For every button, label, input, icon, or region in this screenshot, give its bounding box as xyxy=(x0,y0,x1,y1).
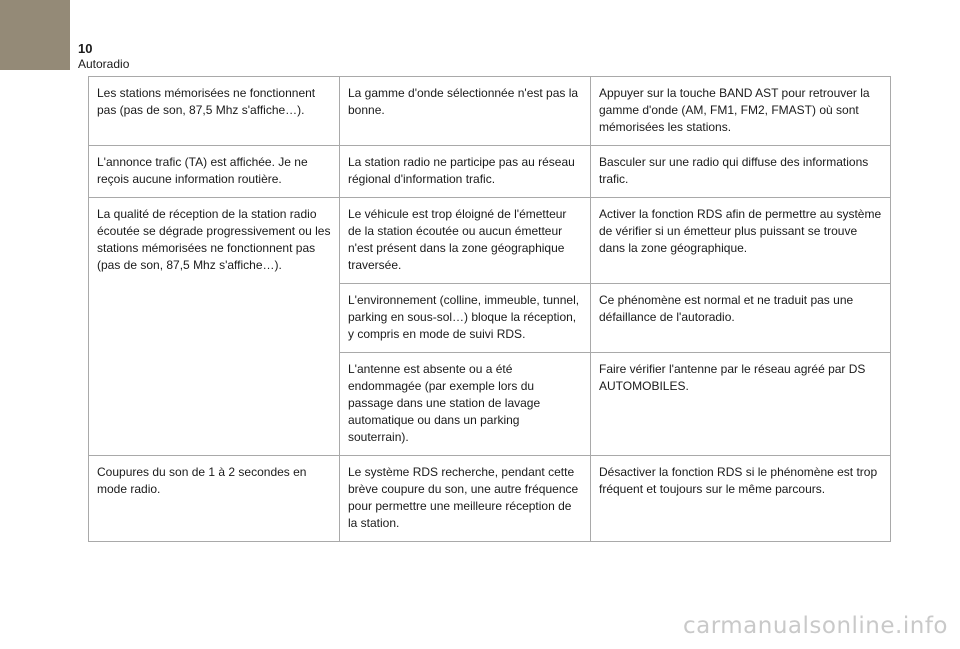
solution-cell: Faire vérifier l'antenne par le réseau agréé par DS AUTOMOBILES. xyxy=(591,353,891,456)
table-row xyxy=(89,198,891,284)
problem-cell: L'annonce trafic (TA) est affichée. Je ne reçois aucune information routière. xyxy=(89,146,340,198)
cause-cell: Le système RDS recherche, pendant cette brève coupure du son, une autre fréquence pour permettre une meilleure réception de la station. xyxy=(340,456,591,542)
solution-cell: Basculer sur une radio qui diffuse des informations trafic. xyxy=(591,146,891,198)
table-row xyxy=(89,456,891,542)
cause-cell: La station radio ne participe pas au réseau régional d'information trafic. xyxy=(340,146,591,198)
problem-cell: Les stations mémorisées ne fonctionnent pas (pas de son, 87,5 Mhz s'affiche…). xyxy=(89,77,340,146)
cause-cell: La gamme d'onde sélectionnée n'est pas la bonne. xyxy=(340,77,591,146)
section-title: Autoradio xyxy=(78,57,130,71)
table-row xyxy=(89,77,891,146)
problem-cell: Coupures du son de 1 à 2 secondes en mode radio. xyxy=(89,456,340,542)
section-tab-marker xyxy=(0,0,70,70)
cause-cell: L'antenne est absente ou a été endommagée (par exemple lors du passage dans une station de lavage automatique ou dans un parking souterrain). xyxy=(340,353,591,456)
solution-cell: Appuyer sur la touche BAND AST pour retrouver la gamme d'onde (AM, FM1, FM2, FMAST) où sont mémorisées les stations. xyxy=(591,77,891,146)
solution-cell: Désactiver la fonction RDS si le phénomène est trop fréquent et toujours sur le même parcours. xyxy=(591,456,891,542)
problem-cell: La qualité de réception de la station radio écoutée se dégrade progressivement ou les stations mémorisées ne fonctionnent pas (pas de son, 87,5 Mhz s'affiche…). xyxy=(89,198,340,456)
watermark-text: carmanualsonline.info xyxy=(682,613,948,639)
page-number: 10 xyxy=(78,41,93,56)
cause-cell: L'environnement (colline, immeuble, tunnel, parking en sous-sol…) bloque la réception, y compris en mode de suivi RDS. xyxy=(340,284,591,353)
solution-cell: Ce phénomène est normal et ne traduit pas une défaillance de l'autoradio. xyxy=(591,284,891,353)
table-row xyxy=(89,146,891,198)
troubleshooting-table xyxy=(88,76,891,542)
solution-cell: Activer la fonction RDS afin de permettre au système de vérifier si un émetteur plus puissant se trouve dans la zone géographique. xyxy=(591,198,891,284)
cause-cell: Le véhicule est trop éloigné de l'émetteur de la station écoutée ou aucun émetteur n'est présent dans la zone géographique traversée. xyxy=(340,198,591,284)
